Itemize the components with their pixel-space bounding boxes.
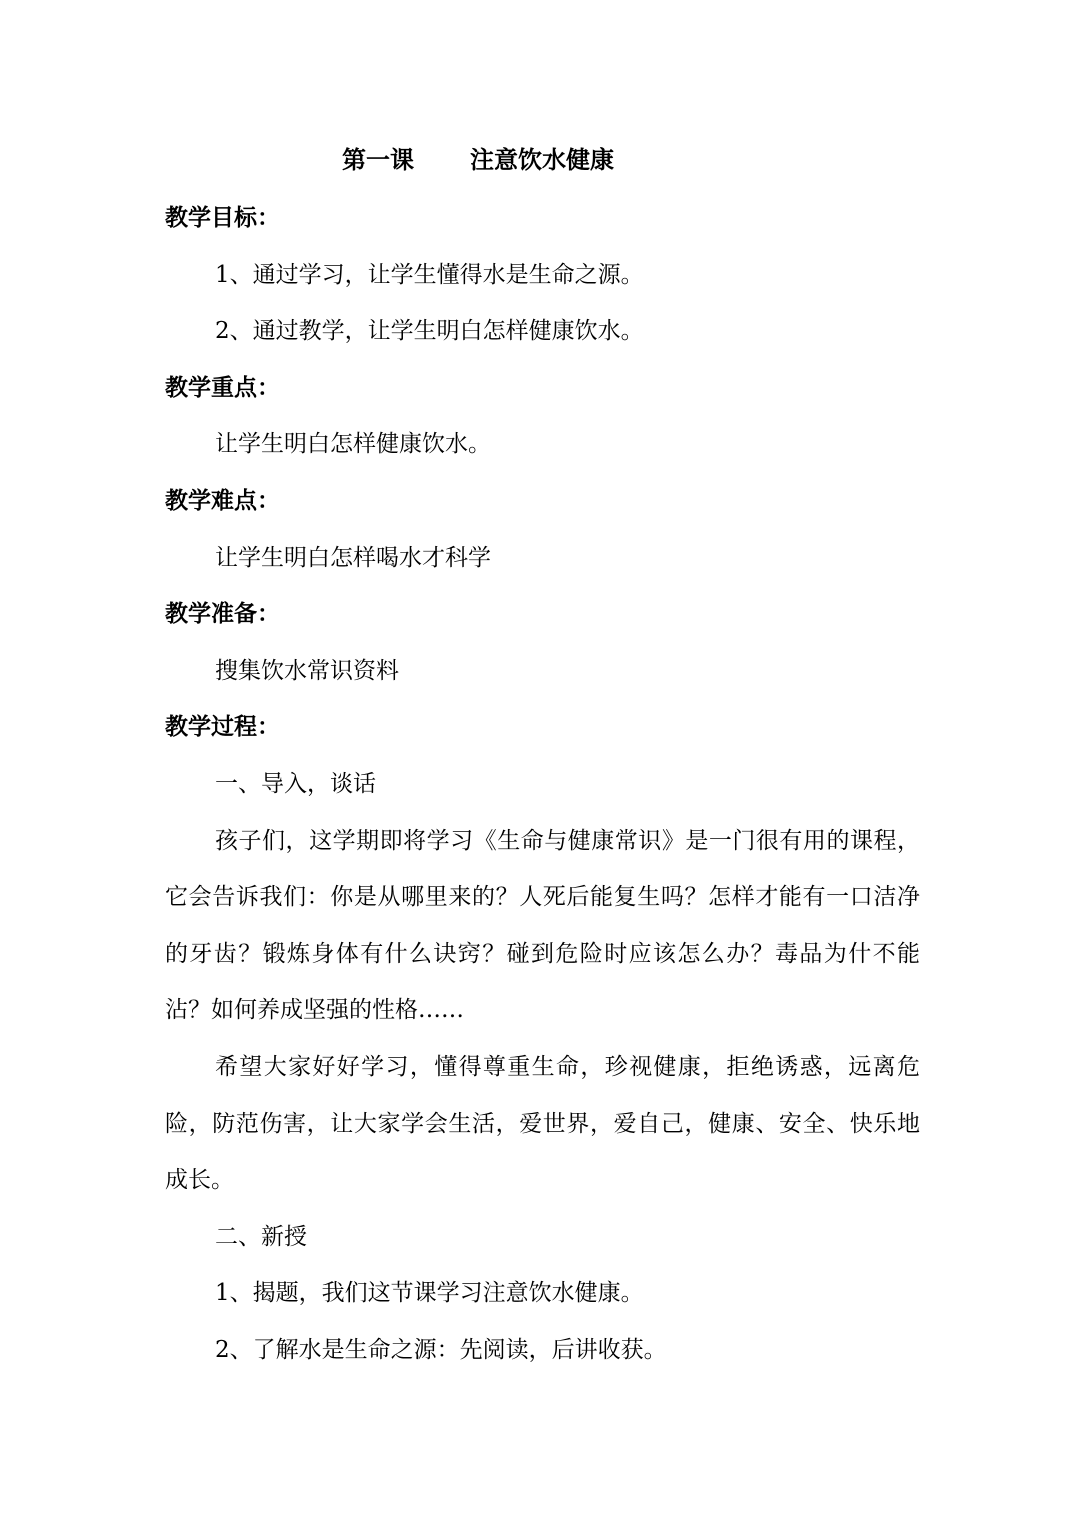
difficulty-text: 让学生明白怎样喝水才科学 [215, 544, 491, 571]
goal-item-2: 2、通过教学，让学生明白怎样健康饮水。 [215, 318, 644, 345]
step-new-heading: 二、新授 [215, 1223, 307, 1250]
intro-paragraph-1: 孩子们，这学期即将学习《生命与健康常识》是一门很有用的课程，它会告诉我们：你是从哪里来的？人死后能复生吗？怎样才能有一口洁净的牙齿？锻炼身体有什么诀窍？碰到危险时应该怎么办？毒品为什不能沾？如何养成坚强的性格…… [165, 827, 920, 1024]
lesson-name: 注意饮水健康 [470, 146, 614, 174]
lesson-body [165, 190, 920, 1378]
process-heading: 教学过程： [165, 714, 280, 741]
focus-text: 让学生明白怎样健康饮水。 [215, 431, 491, 458]
preparation-text: 搜集饮水常识资料 [215, 657, 399, 684]
intro-paragraph-2: 希望大家好好学习，懂得尊重生命，珍视健康，拒绝诱惑，远离危险，防范伤害，让大家学会生活，爱世界，爱自己，健康、安全、快乐地成长。 [165, 1053, 920, 1194]
lesson-number: 第一课 [342, 146, 414, 174]
new-item-2: 2、了解水是生命之源：先阅读，后讲收获。 [215, 1336, 667, 1363]
goals-heading: 教学目标： [165, 205, 280, 231]
focus-heading: 教学重点： [165, 374, 280, 401]
new-item-1: 1、揭题，我们这节课学习注意饮水健康。 [215, 1280, 644, 1307]
difficulty-heading: 教学难点： [165, 487, 280, 514]
preparation-heading: 教学准备： [165, 601, 280, 628]
step-intro-heading: 一、导入，谈话 [215, 770, 376, 797]
goal-item-1: 1、通过学习，让学生懂得水是生命之源。 [215, 261, 644, 288]
